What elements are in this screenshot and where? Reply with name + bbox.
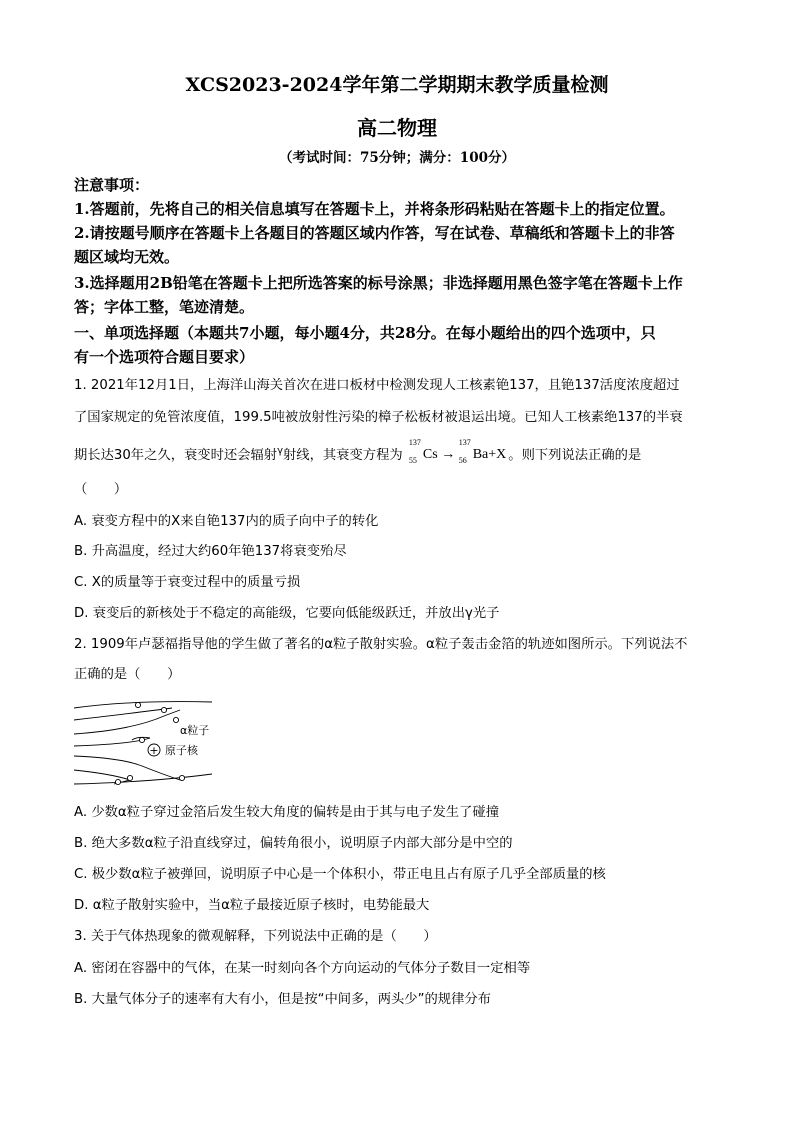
q3-option-b: B. 大量气体分子的速率有大有小，但是按“中间多，两头少”的规律分布 [74, 992, 491, 1007]
alpha-scattering-figure [72, 694, 232, 792]
trajectory-2 [74, 708, 172, 720]
q1-stem-line-3: 期长达30年之久，衰变时还会辐射$^\gamma$射线，其衰变方程为 137 55 Cs → 137 56 Ba+X 。则下列说法正确的是 [74, 438, 642, 465]
notes-heading: 注意事项： [74, 176, 150, 194]
alpha-particle-7 [179, 775, 184, 780]
label-alpha-particle: α粒子 [180, 724, 210, 737]
label-nucleus: 原子核 [165, 744, 198, 757]
q2-stem-line-2: 正确的是（ ） [74, 667, 181, 682]
q1-stem-line-2: 了国家规定的免管浓度值，199.5吨被放射性污染的樟子松板材被退运出境。已知人工核素绝137的半衰 [74, 410, 683, 425]
alpha-particle-5 [127, 775, 132, 780]
q1-option-a: A. 衰变方程中的X来自铯137内的质子向中子的转化 [74, 514, 379, 529]
q1-stem-line-1: 1. 2021年12月1日，上海洋山海关首次在进口板材中检测发现人工核素铯137，且铯137活度浓度超过 [74, 378, 680, 393]
q2-option-d: D. α粒子散射实验中，当α粒子最接近原子核时，电势能最大 [74, 898, 430, 913]
exam-subject: 高二物理 [357, 116, 437, 140]
section-1-heading: 一、单项选择题（本题共7小题，每小题4分，共28分。在每小题给出的四个选项中，只 [74, 324, 656, 342]
alpha-particle-1 [135, 702, 140, 707]
note-3-line-1: 3.选择题用2B铅笔在答题卡上把所选答案的标号涂黑；非选择题用黑色签字笔在答题卡上作 [74, 274, 683, 292]
trajectory-1 [74, 702, 212, 708]
exam-title: XCS2023-2024学年第二学期期末教学质量检测 [185, 74, 609, 96]
section-1-heading-cont: 有一个选项符合题目要求） [74, 348, 255, 366]
q2-option-c: C. 极少数α粒子被弹回，说明原子中心是一个体积小，带正电且占有原子几乎全部质量的核 [74, 867, 606, 882]
q2-option-b: B. 绝大多数α粒子沿直线穿过，偏转角很小，说明原子内部大部分是中空的 [74, 836, 513, 851]
note-1: 1.答题前，先将自己的相关信息填写在答题卡上，并将条形码粘贴在答题卡上的指定位置。 [74, 200, 675, 218]
note-2-line-1: 2.请按题号顺序在答题卡上各题目的答题区域内作答，写在试卷、草稿纸和答题卡上的非答 [74, 224, 675, 242]
nucleus-plus: + [149, 744, 159, 757]
ba-nuclide: 137 56 Ba [458, 438, 489, 465]
decay-equation: 137 55 Cs → 137 56 Ba+X [408, 438, 507, 465]
cs-nuclide: 137 55 Cs [408, 438, 438, 465]
trajectory-7 [74, 774, 212, 784]
alpha-particle-4 [139, 737, 144, 742]
gamma-symbol: γ [277, 445, 283, 457]
q2-stem-line-1: 2. 1909年卢瑟福指导他的学生做了著名的α粒子散射实验。α粒子轰击金箔的轨迹如图所示。下列说法不 [74, 637, 688, 652]
trajectory-5 [74, 756, 180, 780]
q1-option-d: D. 衰变后的新核处于不稳定的高能级，它要向低能级跃迁，并放出γ光子 [74, 606, 500, 621]
q3-stem: 3. 关于气体热现象的微观解释，下列说法中正确的是（ ） [74, 929, 437, 944]
q1-option-c: C. X的质量等于衰变过程中的质量亏损 [74, 575, 301, 590]
note-2-line-2: 题区域均无效。 [74, 248, 180, 266]
alpha-particle-6 [115, 779, 120, 784]
q2-option-a: A. 少数α粒子穿过金箔后发生较大角度的偏转是由于其与电子发生了碰撞 [74, 805, 499, 820]
q1-answer-paren: （ ） [74, 482, 128, 497]
arrow-symbol: → [441, 447, 456, 462]
q1-option-b: B. 升高温度，经过大约60年铯137将衰变殆尽 [74, 544, 347, 559]
q3-option-a: A. 密闭在容器中的气体，在某一时刻向各个方向运动的气体分子数目一定相等 [74, 961, 531, 976]
note-3-line-2: 答；字体工整，笔迹清楚。 [74, 298, 255, 316]
trajectory-4 [74, 737, 150, 746]
exam-info: （考试时间：75分钟；满分：100分） [279, 150, 515, 166]
alpha-particle-2 [161, 707, 166, 712]
alpha-particle-3 [173, 717, 178, 722]
